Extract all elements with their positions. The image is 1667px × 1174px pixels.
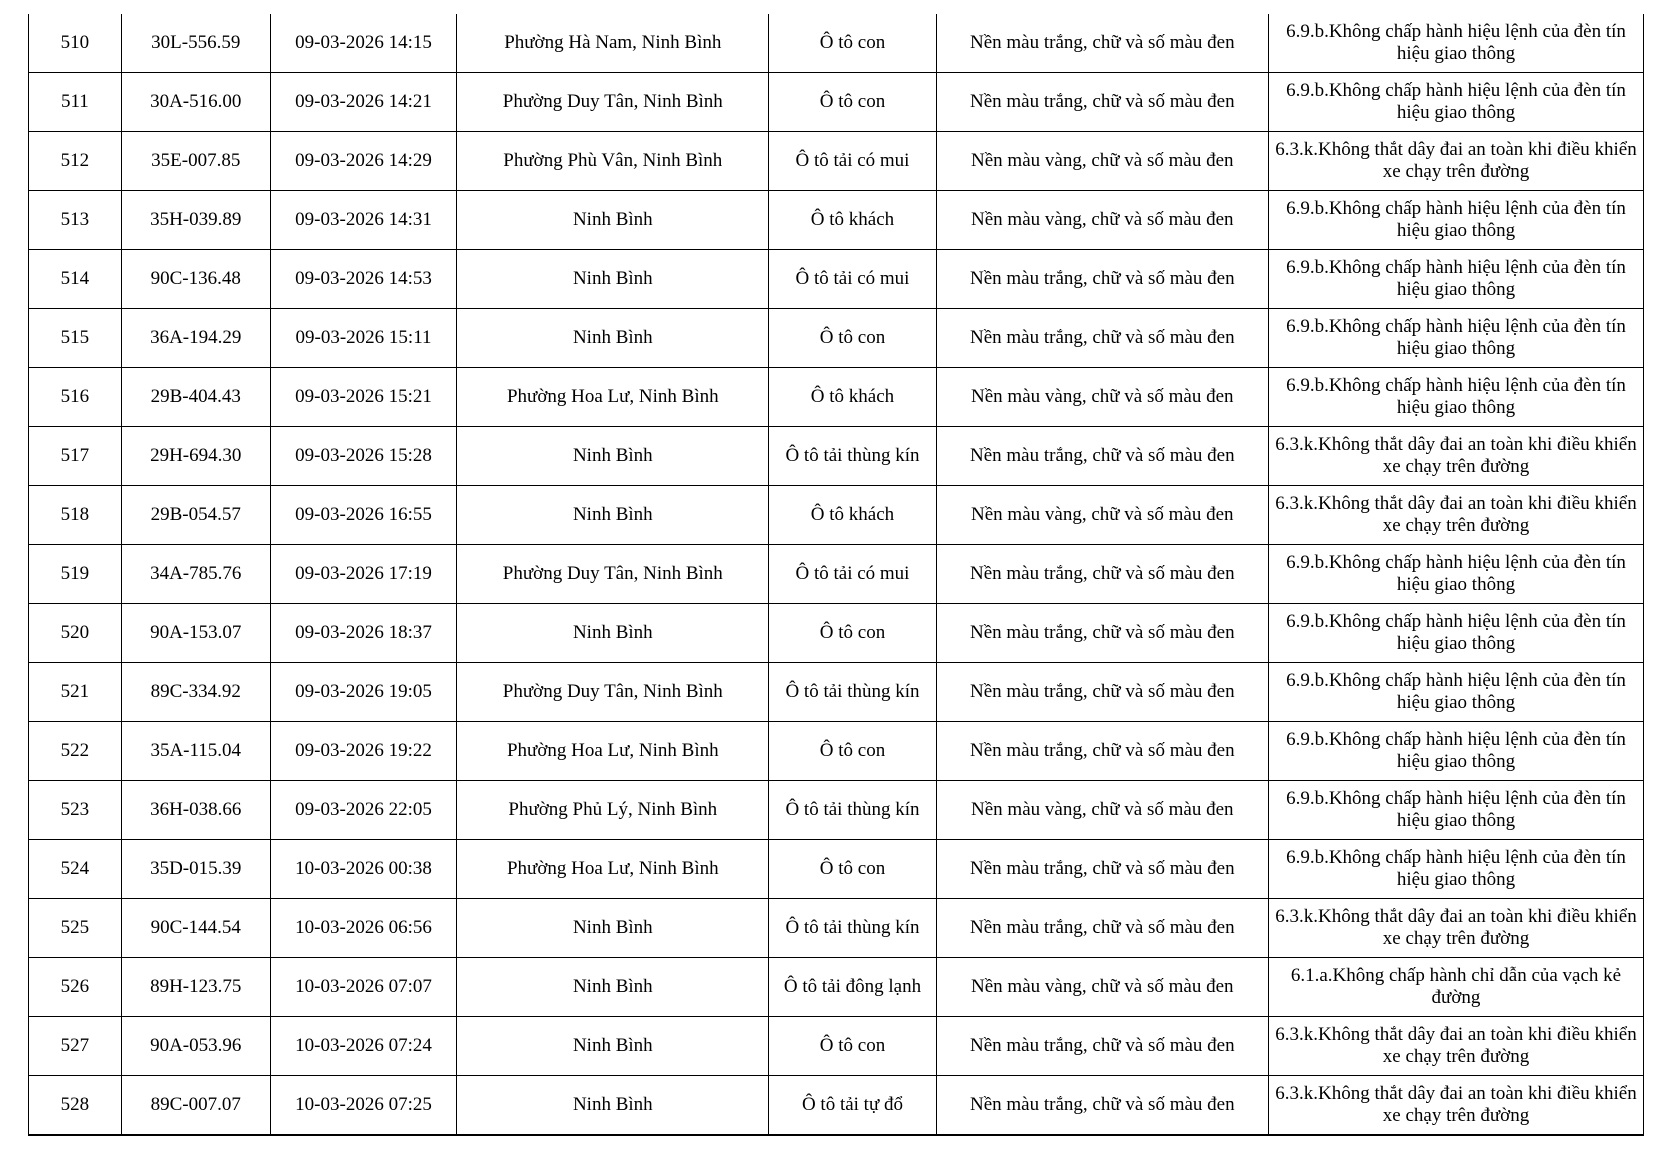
cell-violation: 6.1.a.Không chấp hành chỉ dẫn của vạch kẻ đường xyxy=(1268,958,1643,1017)
cell-stt: 523 xyxy=(29,781,122,840)
cell-plate-color: Nền màu vàng, chữ và số màu đen xyxy=(936,958,1268,1017)
cell-plate-number: 29B-054.57 xyxy=(121,486,270,545)
table-row xyxy=(29,663,1644,722)
table-row xyxy=(29,486,1644,545)
cell-violation: 6.9.b.Không chấp hành hiệu lệnh của đèn tín hiệu giao thông xyxy=(1268,781,1643,840)
cell-vehicle-type: Ô tô tải thùng kín xyxy=(769,427,936,486)
cell-violation-time: 09-03-2026 14:21 xyxy=(270,73,456,132)
table-row xyxy=(29,899,1644,958)
table-row xyxy=(29,309,1644,368)
cell-plate-color: Nền màu trắng, chữ và số màu đen xyxy=(936,250,1268,309)
cell-plate-number: 35H-039.89 xyxy=(121,191,270,250)
cell-plate-color: Nền màu trắng, chữ và số màu đen xyxy=(936,899,1268,958)
cell-location: Phường Phù Vân, Ninh Bình xyxy=(457,132,769,191)
cell-location: Ninh Bình xyxy=(457,191,769,250)
cell-violation: 6.9.b.Không chấp hành hiệu lệnh của đèn tín hiệu giao thông xyxy=(1268,309,1643,368)
cell-plate-color: Nền màu vàng, chữ và số màu đen xyxy=(936,191,1268,250)
cell-vehicle-type: Ô tô con xyxy=(769,309,936,368)
cell-violation: 6.9.b.Không chấp hành hiệu lệnh của đèn tín hiệu giao thông xyxy=(1268,250,1643,309)
cell-plate-color: Nền màu vàng, chữ và số màu đen xyxy=(936,132,1268,191)
table-row xyxy=(29,73,1644,132)
cell-violation-time: 10-03-2026 07:07 xyxy=(270,958,456,1017)
cell-stt: 512 xyxy=(29,132,122,191)
cell-violation-time: 10-03-2026 06:56 xyxy=(270,899,456,958)
cell-location: Phường Hoa Lư, Ninh Bình xyxy=(457,840,769,899)
cell-plate-number: 89C-007.07 xyxy=(121,1076,270,1136)
cell-stt: 526 xyxy=(29,958,122,1017)
cell-stt: 521 xyxy=(29,663,122,722)
cell-stt: 524 xyxy=(29,840,122,899)
cell-stt: 516 xyxy=(29,368,122,427)
table-row xyxy=(29,14,1644,73)
cell-vehicle-type: Ô tô tải có mui xyxy=(769,545,936,604)
cell-plate-number: 34A-785.76 xyxy=(121,545,270,604)
cell-violation: 6.9.b.Không chấp hành hiệu lệnh của đèn tín hiệu giao thông xyxy=(1268,73,1643,132)
cell-plate-color: Nền màu trắng, chữ và số màu đen xyxy=(936,73,1268,132)
cell-violation-time: 10-03-2026 07:24 xyxy=(270,1017,456,1076)
cell-violation: 6.3.k.Không thắt dây đai an toàn khi điều khiển xe chạy trên đường xyxy=(1268,486,1643,545)
cell-violation-time: 09-03-2026 19:22 xyxy=(270,722,456,781)
cell-stt: 511 xyxy=(29,73,122,132)
cell-plate-number: 36A-194.29 xyxy=(121,309,270,368)
cell-stt: 517 xyxy=(29,427,122,486)
cell-violation: 6.3.k.Không thắt dây đai an toàn khi điều khiển xe chạy trên đường xyxy=(1268,132,1643,191)
cell-plate-number: 36H-038.66 xyxy=(121,781,270,840)
cell-violation-time: 10-03-2026 07:25 xyxy=(270,1076,456,1136)
violations-table xyxy=(28,14,1644,1136)
cell-vehicle-type: Ô tô khách xyxy=(769,191,936,250)
cell-location: Ninh Bình xyxy=(457,309,769,368)
cell-plate-number: 29B-404.43 xyxy=(121,368,270,427)
cell-violation-time: 09-03-2026 14:53 xyxy=(270,250,456,309)
cell-stt: 527 xyxy=(29,1017,122,1076)
cell-vehicle-type: Ô tô con xyxy=(769,14,936,73)
cell-vehicle-type: Ô tô con xyxy=(769,722,936,781)
cell-violation: 6.9.b.Không chấp hành hiệu lệnh của đèn tín hiệu giao thông xyxy=(1268,14,1643,73)
cell-stt: 525 xyxy=(29,899,122,958)
cell-stt: 520 xyxy=(29,604,122,663)
cell-plate-number: 35E-007.85 xyxy=(121,132,270,191)
cell-plate-color: Nền màu vàng, chữ và số màu đen xyxy=(936,486,1268,545)
table-row xyxy=(29,368,1644,427)
cell-vehicle-type: Ô tô tải có mui xyxy=(769,250,936,309)
table-row xyxy=(29,722,1644,781)
cell-vehicle-type: Ô tô con xyxy=(769,1017,936,1076)
cell-plate-number: 35A-115.04 xyxy=(121,722,270,781)
cell-plate-number: 30L-556.59 xyxy=(121,14,270,73)
cell-plate-color: Nền màu trắng, chữ và số màu đen xyxy=(936,1076,1268,1136)
cell-stt: 515 xyxy=(29,309,122,368)
cell-plate-color: Nền màu trắng, chữ và số màu đen xyxy=(936,309,1268,368)
cell-vehicle-type: Ô tô tải tự đổ xyxy=(769,1076,936,1136)
cell-plate-number: 90A-153.07 xyxy=(121,604,270,663)
cell-violation-time: 09-03-2026 17:19 xyxy=(270,545,456,604)
cell-plate-number: 35D-015.39 xyxy=(121,840,270,899)
cell-violation-time: 09-03-2026 14:15 xyxy=(270,14,456,73)
cell-stt: 514 xyxy=(29,250,122,309)
cell-location: Phường Hoa Lư, Ninh Bình xyxy=(457,368,769,427)
cell-stt: 518 xyxy=(29,486,122,545)
cell-plate-color: Nền màu trắng, chữ và số màu đen xyxy=(936,1017,1268,1076)
cell-plate-color: Nền màu trắng, chữ và số màu đen xyxy=(936,14,1268,73)
cell-location: Phường Hoa Lư, Ninh Bình xyxy=(457,722,769,781)
cell-stt: 528 xyxy=(29,1076,122,1136)
cell-plate-number: 90C-136.48 xyxy=(121,250,270,309)
table-row xyxy=(29,545,1644,604)
cell-stt: 522 xyxy=(29,722,122,781)
cell-plate-number: 90A-053.96 xyxy=(121,1017,270,1076)
cell-vehicle-type: Ô tô khách xyxy=(769,368,936,427)
cell-plate-number: 90C-144.54 xyxy=(121,899,270,958)
table-row xyxy=(29,781,1644,840)
cell-violation: 6.9.b.Không chấp hành hiệu lệnh của đèn tín hiệu giao thông xyxy=(1268,663,1643,722)
cell-location: Ninh Bình xyxy=(457,486,769,545)
table-row xyxy=(29,191,1644,250)
cell-plate-color: Nền màu vàng, chữ và số màu đen xyxy=(936,781,1268,840)
cell-violation: 6.9.b.Không chấp hành hiệu lệnh của đèn tín hiệu giao thông xyxy=(1268,840,1643,899)
cell-location: Ninh Bình xyxy=(457,1017,769,1076)
cell-violation: 6.3.k.Không thắt dây đai an toàn khi điều khiển xe chạy trên đường xyxy=(1268,1017,1643,1076)
cell-stt: 513 xyxy=(29,191,122,250)
cell-violation-time: 09-03-2026 14:29 xyxy=(270,132,456,191)
cell-violation-time: 10-03-2026 00:38 xyxy=(270,840,456,899)
table-row xyxy=(29,1076,1644,1136)
cell-vehicle-type: Ô tô tải có mui xyxy=(769,132,936,191)
cell-location: Phường Duy Tân, Ninh Bình xyxy=(457,663,769,722)
cell-violation-time: 09-03-2026 18:37 xyxy=(270,604,456,663)
table-row xyxy=(29,427,1644,486)
cell-violation: 6.9.b.Không chấp hành hiệu lệnh của đèn tín hiệu giao thông xyxy=(1268,545,1643,604)
cell-violation-time: 09-03-2026 22:05 xyxy=(270,781,456,840)
cell-plate-number: 89C-334.92 xyxy=(121,663,270,722)
table-row xyxy=(29,604,1644,663)
cell-vehicle-type: Ô tô tải thùng kín xyxy=(769,899,936,958)
cell-plate-color: Nền màu trắng, chữ và số màu đen xyxy=(936,722,1268,781)
cell-violation-time: 09-03-2026 15:28 xyxy=(270,427,456,486)
cell-plate-color: Nền màu trắng, chữ và số màu đen xyxy=(936,604,1268,663)
cell-vehicle-type: Ô tô con xyxy=(769,73,936,132)
cell-vehicle-type: Ô tô tải thùng kín xyxy=(769,663,936,722)
table-row xyxy=(29,958,1644,1017)
cell-plate-number: 30A-516.00 xyxy=(121,73,270,132)
cell-violation-time: 09-03-2026 15:11 xyxy=(270,309,456,368)
cell-violation: 6.9.b.Không chấp hành hiệu lệnh của đèn tín hiệu giao thông xyxy=(1268,722,1643,781)
cell-plate-number: 89H-123.75 xyxy=(121,958,270,1017)
cell-location: Phường Duy Tân, Ninh Bình xyxy=(457,73,769,132)
cell-plate-color: Nền màu trắng, chữ và số màu đen xyxy=(936,840,1268,899)
cell-vehicle-type: Ô tô tải đông lạnh xyxy=(769,958,936,1017)
cell-location: Phường Duy Tân, Ninh Bình xyxy=(457,545,769,604)
cell-location: Ninh Bình xyxy=(457,604,769,663)
cell-plate-number: 29H-694.30 xyxy=(121,427,270,486)
cell-plate-color: Nền màu trắng, chữ và số màu đen xyxy=(936,663,1268,722)
cell-violation: 6.9.b.Không chấp hành hiệu lệnh của đèn tín hiệu giao thông xyxy=(1268,604,1643,663)
cell-location: Ninh Bình xyxy=(457,427,769,486)
table-row xyxy=(29,250,1644,309)
cell-violation-time: 09-03-2026 16:55 xyxy=(270,486,456,545)
cell-location: Phường Hà Nam, Ninh Bình xyxy=(457,14,769,73)
cell-vehicle-type: Ô tô con xyxy=(769,840,936,899)
table-row xyxy=(29,132,1644,191)
cell-stt: 519 xyxy=(29,545,122,604)
cell-violation-time: 09-03-2026 15:21 xyxy=(270,368,456,427)
cell-vehicle-type: Ô tô khách xyxy=(769,486,936,545)
cell-violation-time: 09-03-2026 14:31 xyxy=(270,191,456,250)
cell-violation: 6.3.k.Không thắt dây đai an toàn khi điều khiển xe chạy trên đường xyxy=(1268,899,1643,958)
cell-plate-color: Nền màu trắng, chữ và số màu đen xyxy=(936,545,1268,604)
cell-vehicle-type: Ô tô con xyxy=(769,604,936,663)
violations-table-body xyxy=(29,14,1644,1135)
cell-plate-color: Nền màu trắng, chữ và số màu đen xyxy=(936,427,1268,486)
cell-violation: 6.9.b.Không chấp hành hiệu lệnh của đèn tín hiệu giao thông xyxy=(1268,368,1643,427)
cell-location: Ninh Bình xyxy=(457,899,769,958)
cell-violation: 6.3.k.Không thắt dây đai an toàn khi điều khiển xe chạy trên đường xyxy=(1268,1076,1643,1136)
cell-location: Phường Phủ Lý, Ninh Bình xyxy=(457,781,769,840)
cell-location: Ninh Bình xyxy=(457,958,769,1017)
cell-violation: 6.3.k.Không thắt dây đai an toàn khi điều khiển xe chạy trên đường xyxy=(1268,427,1643,486)
cell-location: Ninh Bình xyxy=(457,1076,769,1136)
cell-vehicle-type: Ô tô tải thùng kín xyxy=(769,781,936,840)
cell-location: Ninh Bình xyxy=(457,250,769,309)
cell-violation-time: 09-03-2026 19:05 xyxy=(270,663,456,722)
table-row xyxy=(29,1017,1644,1076)
cell-stt: 510 xyxy=(29,14,122,73)
cell-plate-color: Nền màu vàng, chữ và số màu đen xyxy=(936,368,1268,427)
cell-violation: 6.9.b.Không chấp hành hiệu lệnh của đèn tín hiệu giao thông xyxy=(1268,191,1643,250)
table-row xyxy=(29,840,1644,899)
